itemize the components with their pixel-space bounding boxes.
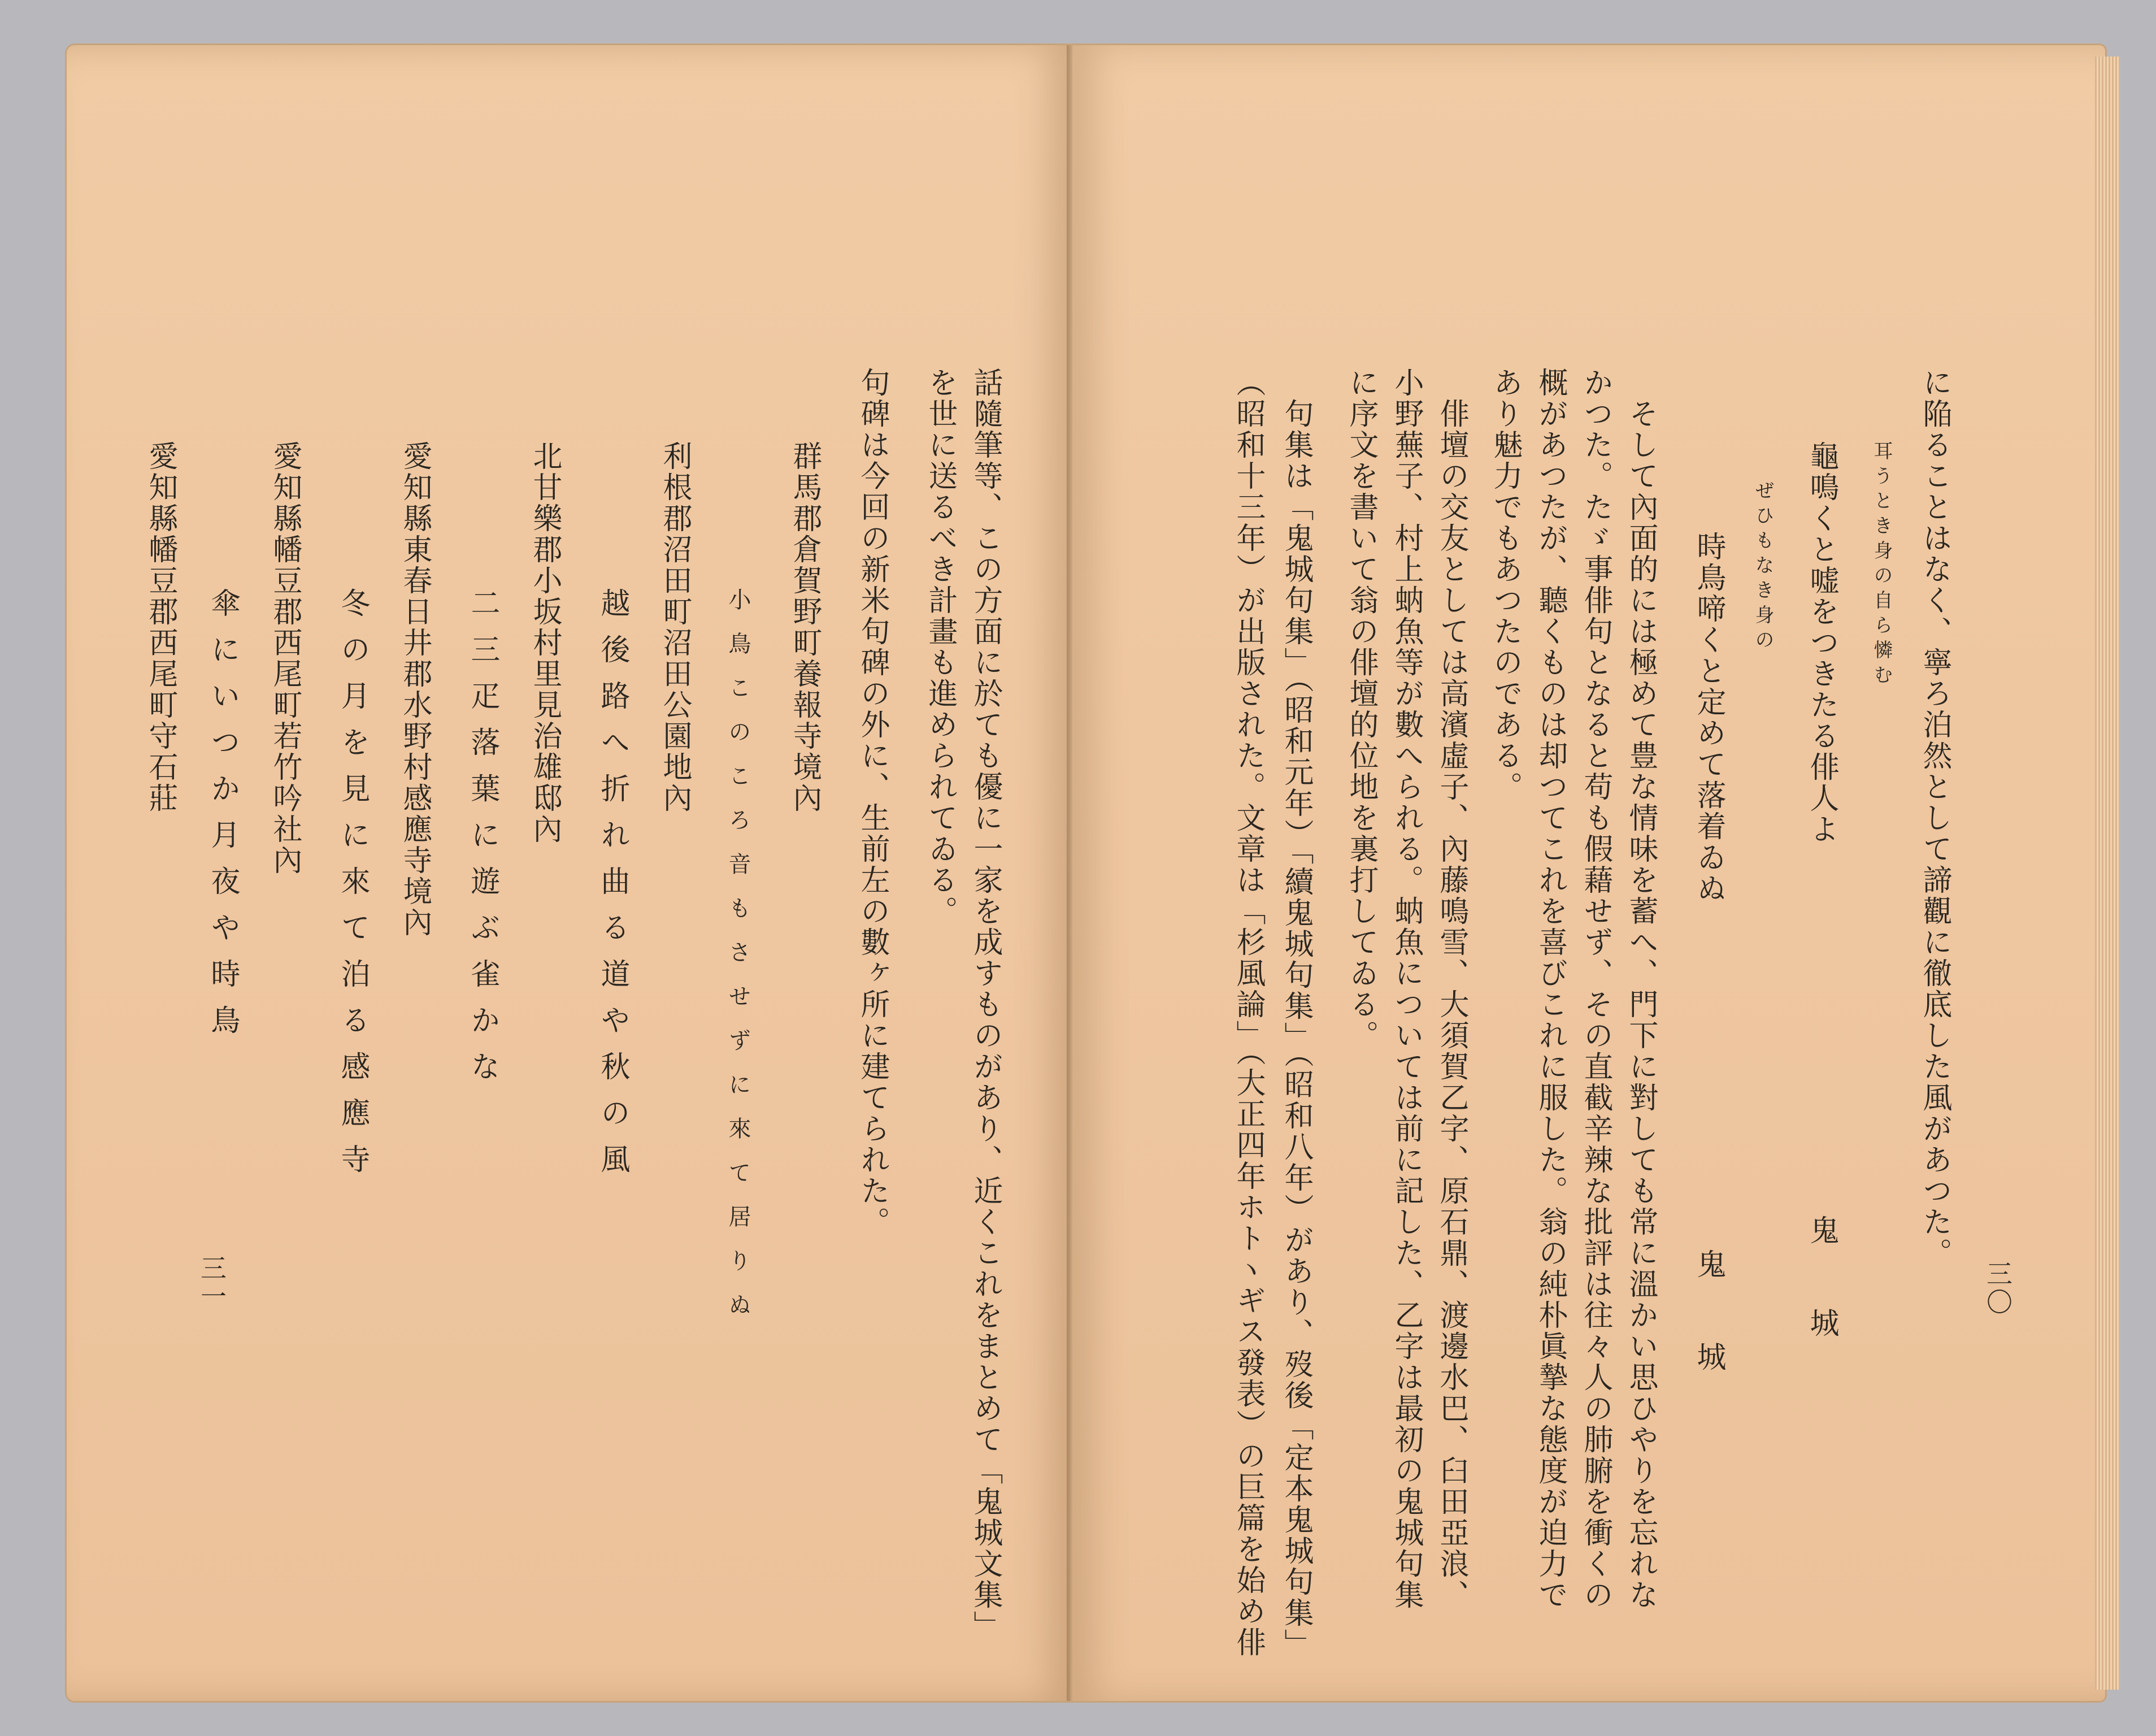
text-column: 群馬郡倉賀野町養報寺境內 — [788, 441, 821, 814]
haiku-column: 龜鳴くと嘘をつきたる俳人よ — [1805, 441, 1838, 845]
haiku-preface: 耳うとき身の自ら憐む — [1870, 441, 1893, 689]
open-book — [67, 45, 2105, 1701]
text-column: 句集は「鬼城句集」（昭和元年）「續鬼城句集」（昭和八年）があり、歿後「定本鬼城句集」 — [1279, 398, 1313, 1660]
text-column: を世に送るべき計畫も進められてゐる。 — [923, 367, 957, 927]
haiku-column: 時鳥啼くと定めて落着ゐぬ — [1692, 531, 1725, 904]
text-column: 俳壇の交友としては高濱虛子、內藤鳴雪、大須賀乙字、原石鼎、渡邊水巴、臼田亞浪、 — [1435, 398, 1468, 1611]
left-page — [67, 45, 1072, 1701]
haiku-column: 越後路へ折れ曲る道や秋の風 — [595, 588, 629, 1190]
text-column: 愛知縣幡豆郡西尾町若竹吟社內 — [268, 441, 302, 876]
haiku-column: 傘にいつか月夜や時鳥 — [206, 588, 240, 1051]
text-column: 話隨筆等、この方面に於ても優に一家を成すものがあり、近くこれをまとめて「鬼城文集」 — [968, 367, 1002, 1642]
text-column: そして內面的には極めて豊な情味を蓄へ、門下に對しても常に溫かい思ひやりを忘れな — [1624, 398, 1658, 1611]
text-column: 愛知縣幡豆郡西尾町守石莊 — [144, 441, 177, 814]
haiku-column: 冬の月を見に來て泊る感應寺 — [336, 588, 370, 1190]
page-number: 三一 — [197, 1255, 227, 1311]
right-page — [1072, 45, 2105, 1701]
text-column: 利根郡沼田町沼田公園地內 — [658, 441, 692, 814]
text-column: 北甘樂郡小坂村里見治雄邸內 — [528, 441, 562, 845]
haiku-preface: ぜひもなき身の — [1751, 480, 1774, 654]
text-column: 小野蕪子、村上蚋魚等が數へられる。蚋魚については前に記した、乙字は最初の鬼城句集 — [1389, 367, 1423, 1611]
text-column: かつた。たゞ事俳句となると苟も假藉せず、その直截辛辣な批評は往々人の肺腑を衝くの — [1579, 367, 1612, 1611]
haiku-author: 鬼 城 — [1805, 1215, 1838, 1354]
page-edges — [2095, 57, 2120, 1690]
page-number: 三〇 — [1983, 1260, 2013, 1317]
text-column: に序文を書いて翁の俳壇的位地を裏打してゐる。 — [1344, 367, 1378, 1051]
text-column: （昭和十三年）が出版された。文章は「杉風論」（大正四年ホトヽギス發表）の巨篇を始め俳 — [1231, 367, 1265, 1658]
haiku-author: 鬼 城 — [1692, 1249, 1725, 1388]
text-column: 愛知縣東春日井郡水野村感應寺境內 — [398, 441, 432, 938]
text-column: 概があつたが、聽くものは却つてこれを喜びこれに服した。翁の純朴眞摯な態度が迫力で — [1533, 367, 1567, 1611]
text-column: 句碑は今回の新米句碑の外に、生前左の數ヶ所に建てられた。 — [855, 367, 889, 1238]
haiku-column: 二三疋落葉に遊ぶ雀かな — [466, 588, 499, 1097]
text-column: あり魅力でもあつたのである。 — [1488, 367, 1522, 802]
text-column: に陥ることはなく、寧ろ泊然として諦觀に徹底した風があつた。 — [1918, 367, 1951, 1269]
haiku-column: 小鳥このころ音もさせずに來て居りぬ — [725, 588, 751, 1337]
